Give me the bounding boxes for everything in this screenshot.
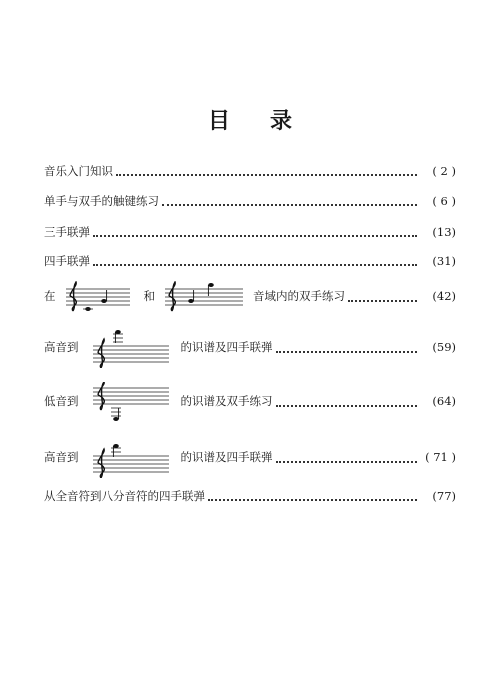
dot-leader [116, 173, 417, 176]
toc-entry-high-reading-four-hands-2[interactable] [44, 440, 456, 476]
dot-leader [276, 350, 418, 353]
entry-page: (42) [432, 289, 456, 304]
title-char-1: 目 [207, 109, 230, 134]
toc-entry-high-reading-four-hands[interactable] [44, 330, 456, 366]
entry-label-mid: 和 [143, 289, 155, 304]
toc-entry-touch-exercises[interactable] [44, 196, 456, 208]
entry-label-pre: 高音到 [44, 340, 79, 355]
entry-label: 四手联弹 [44, 254, 90, 268]
entry-label-pre: 高音到 [44, 450, 79, 465]
dot-leader [348, 299, 417, 302]
dot-leader [208, 498, 417, 501]
toc-entry-range-exercise[interactable] [44, 282, 456, 312]
entry-page: (77) [432, 489, 456, 503]
staff-high-note-2-icon [91, 438, 171, 478]
entry-page: (64) [432, 394, 456, 409]
dot-leader [162, 203, 417, 206]
toc-entry-four-hands[interactable] [44, 256, 456, 268]
entry-label-pre: 在 [44, 289, 56, 304]
toc-entry-three-hands[interactable] [44, 227, 456, 239]
entry-page: ( 2 ) [432, 164, 456, 178]
entry-label-pre: 低音到 [44, 394, 79, 409]
entry-label: 单手与双手的触键练习 [44, 194, 159, 208]
entry-label: 三手联弹 [44, 225, 90, 239]
entry-page: (13) [432, 225, 456, 239]
entry-page: ( 71 ) [425, 450, 456, 465]
dot-leader [93, 234, 417, 237]
entry-page: (59) [432, 340, 456, 355]
dot-leader [276, 460, 418, 463]
entry-label-post: 的识谱及四手联弹 [180, 340, 273, 355]
entry-label: 音乐入门知识 [44, 164, 113, 178]
entry-label-post: 音域内的双手练习 [253, 289, 345, 304]
page-title [0, 104, 500, 135]
staff-high-note-icon [91, 328, 171, 368]
title-char-2: 录 [270, 109, 293, 134]
dot-leader [276, 404, 418, 407]
entry-label-post: 的识谱及双手练习 [180, 394, 273, 409]
toc-entry-low-reading-two-hands[interactable] [44, 384, 456, 420]
entry-label-post: 的识谱及四手联弹 [180, 450, 273, 465]
toc-entry-whole-to-eighth[interactable] [44, 491, 456, 503]
entry-page: (31) [432, 254, 456, 268]
dot-leader [93, 263, 417, 266]
staff-g-to-c-icon [163, 281, 245, 313]
staff-low-note-icon [91, 382, 171, 422]
toc-entry-music-basics[interactable] [44, 166, 456, 178]
entry-label: 从全音符到八分音符的四手联弹 [44, 489, 205, 503]
staff-c-to-g-icon [64, 281, 132, 313]
entry-page: ( 6 ) [432, 194, 456, 208]
